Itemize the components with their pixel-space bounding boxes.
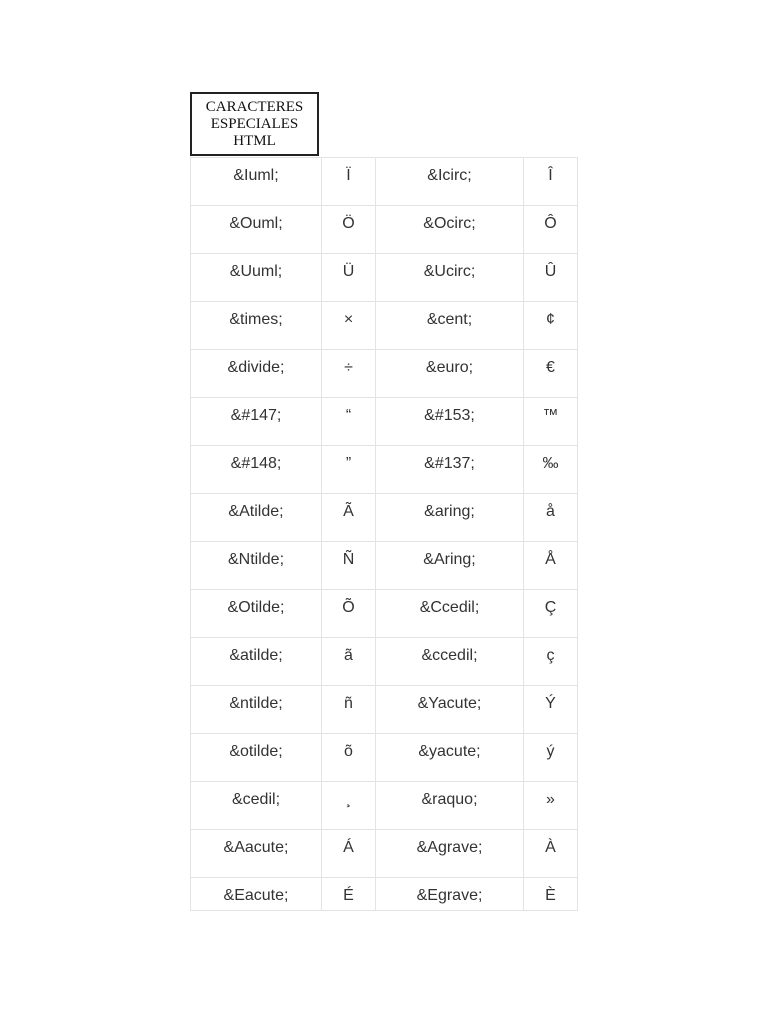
entity-character: ã — [344, 647, 353, 664]
entity-character: ÷ — [344, 359, 353, 376]
table-title: CARACTERES ESPECIALES HTML — [205, 98, 304, 149]
entity-character: Ç — [544, 599, 557, 616]
table-row — [191, 398, 578, 446]
entity-code: &Agrave; — [416, 839, 483, 856]
entities-table-body — [191, 158, 578, 911]
entity-character: ” — [345, 455, 352, 472]
entity-char-cell — [322, 158, 376, 206]
entity-char-cell — [322, 638, 376, 686]
entity-char-cell — [524, 494, 578, 542]
entity-code-cell — [376, 686, 524, 734]
entity-char-cell — [524, 542, 578, 590]
table-row — [191, 350, 578, 398]
entity-code: &ntilde; — [229, 695, 283, 712]
entity-char-cell — [524, 638, 578, 686]
entity-char-cell — [322, 494, 376, 542]
entity-code-cell — [376, 446, 524, 494]
entity-char-cell — [524, 782, 578, 830]
entity-character: ‰ — [542, 455, 559, 472]
entity-character: å — [546, 503, 555, 520]
entity-char-cell — [524, 878, 578, 911]
entity-char-cell — [322, 398, 376, 446]
entity-code: &yacute; — [418, 743, 481, 760]
entity-character: Ý — [545, 695, 556, 712]
entity-character: Ö — [342, 215, 355, 232]
entity-character: Î — [548, 167, 553, 184]
entity-code: &Eacute; — [223, 887, 289, 904]
entity-code-cell — [376, 590, 524, 638]
entity-code-cell — [376, 398, 524, 446]
entity-code: &Iuml; — [233, 167, 279, 184]
entity-character: È — [545, 887, 556, 904]
entity-char-cell — [322, 302, 376, 350]
entity-code-cell — [191, 158, 322, 206]
entity-code: &atilde; — [229, 647, 283, 664]
entity-code: &aring; — [424, 503, 475, 520]
entity-code: &Icirc; — [427, 167, 472, 184]
entity-character: Ã — [343, 503, 354, 520]
entity-code: &otilde; — [229, 743, 283, 760]
entity-char-cell — [524, 686, 578, 734]
entity-code: &Ntilde; — [227, 551, 285, 568]
table-row — [191, 686, 578, 734]
table-row — [191, 494, 578, 542]
entity-char-cell — [524, 158, 578, 206]
entity-character: É — [343, 887, 354, 904]
entity-char-cell — [322, 350, 376, 398]
entity-character: Å — [545, 551, 556, 568]
entity-code-cell — [376, 878, 524, 911]
entity-code-cell — [191, 254, 322, 302]
entity-code: &cent; — [426, 311, 473, 328]
entity-char-cell — [322, 542, 376, 590]
entity-char-cell — [322, 446, 376, 494]
entity-code-cell — [191, 830, 322, 878]
entity-character: € — [546, 359, 555, 376]
entity-character: “ — [345, 407, 352, 424]
entity-character: Á — [343, 839, 354, 856]
entity-character: » — [546, 791, 555, 808]
entity-code: &raquo; — [421, 791, 478, 808]
table-row — [191, 542, 578, 590]
entity-code-cell — [376, 254, 524, 302]
entity-code: &Egrave; — [416, 887, 483, 904]
entity-code-cell — [191, 590, 322, 638]
entity-character: À — [545, 839, 556, 856]
table-row — [191, 782, 578, 830]
entity-character: Ñ — [342, 551, 355, 568]
entity-code: &#147; — [230, 407, 282, 424]
entity-code-cell — [191, 350, 322, 398]
entities-table — [190, 157, 578, 911]
entity-code: &#137; — [424, 455, 475, 472]
table-row — [191, 878, 578, 911]
entity-char-cell — [322, 686, 376, 734]
table-row — [191, 254, 578, 302]
entity-character: ¸ — [345, 791, 352, 808]
entity-char-cell — [322, 782, 376, 830]
entity-code-cell — [376, 782, 524, 830]
table-row — [191, 734, 578, 782]
entity-code-cell — [191, 398, 322, 446]
entity-character: × — [343, 311, 354, 328]
entity-char-cell — [524, 398, 578, 446]
entity-character: Ü — [342, 263, 355, 280]
entity-character: Ï — [346, 167, 351, 184]
entity-character: Û — [544, 263, 557, 280]
entity-code: &euro; — [425, 359, 474, 376]
entity-char-cell — [524, 350, 578, 398]
entity-code-cell — [191, 446, 322, 494]
entity-code-cell — [191, 638, 322, 686]
entity-code: &#153; — [424, 407, 475, 424]
entity-code-cell — [376, 734, 524, 782]
table-row — [191, 446, 578, 494]
entity-code-cell — [376, 350, 524, 398]
entity-code-cell — [376, 158, 524, 206]
entity-code-cell — [191, 878, 322, 911]
entity-code-cell — [191, 302, 322, 350]
entity-code: &#148; — [230, 455, 282, 472]
entity-char-cell — [322, 878, 376, 911]
entity-character: ™ — [542, 407, 559, 424]
entity-code-cell — [376, 494, 524, 542]
entity-character: Ô — [544, 215, 557, 232]
entity-code: &cedil; — [231, 791, 281, 808]
entity-char-cell — [322, 206, 376, 254]
entity-char-cell — [322, 734, 376, 782]
entity-code: &Aacute; — [223, 839, 289, 856]
entity-character: ¢ — [546, 311, 555, 328]
entity-code: &ccedil; — [421, 647, 478, 664]
entity-code: &Uuml; — [229, 263, 283, 280]
entity-code-cell — [376, 302, 524, 350]
entity-code-cell — [191, 782, 322, 830]
entity-char-cell — [524, 254, 578, 302]
table-row — [191, 638, 578, 686]
entity-char-cell — [524, 734, 578, 782]
entity-character: ñ — [344, 695, 353, 712]
entity-code: &Ocirc; — [423, 215, 476, 232]
table-row — [191, 158, 578, 206]
table-row — [191, 302, 578, 350]
entity-code-cell — [376, 206, 524, 254]
entity-code-cell — [191, 686, 322, 734]
entity-code: &Ccedil; — [419, 599, 480, 616]
entity-character: Õ — [342, 599, 355, 616]
entity-char-cell — [524, 830, 578, 878]
entity-char-cell — [524, 590, 578, 638]
entity-code-cell — [376, 830, 524, 878]
entity-code: &Ouml; — [229, 215, 283, 232]
table-title-box — [190, 92, 319, 156]
table-row — [191, 830, 578, 878]
entity-code: &Otilde; — [227, 599, 285, 616]
entity-code: &Ucirc; — [423, 263, 476, 280]
entity-code: &Yacute; — [417, 695, 482, 712]
table-row — [191, 206, 578, 254]
entity-char-cell — [322, 254, 376, 302]
entity-code: &Aring; — [423, 551, 476, 568]
entity-character: õ — [344, 743, 353, 760]
entity-char-cell — [524, 446, 578, 494]
entity-char-cell — [322, 590, 376, 638]
entity-code: &divide; — [227, 359, 285, 376]
entity-code: &Atilde; — [228, 503, 284, 520]
entity-character: ý — [546, 743, 555, 760]
entity-code-cell — [191, 494, 322, 542]
entity-character: ç — [546, 647, 555, 664]
entity-char-cell — [524, 206, 578, 254]
entity-char-cell — [524, 302, 578, 350]
table-row — [191, 590, 578, 638]
entity-code-cell — [376, 638, 524, 686]
entity-char-cell — [322, 830, 376, 878]
entity-code-cell — [191, 206, 322, 254]
entity-code-cell — [191, 734, 322, 782]
entity-code-cell — [376, 542, 524, 590]
entity-code-cell — [191, 542, 322, 590]
entity-code: &times; — [229, 311, 283, 328]
